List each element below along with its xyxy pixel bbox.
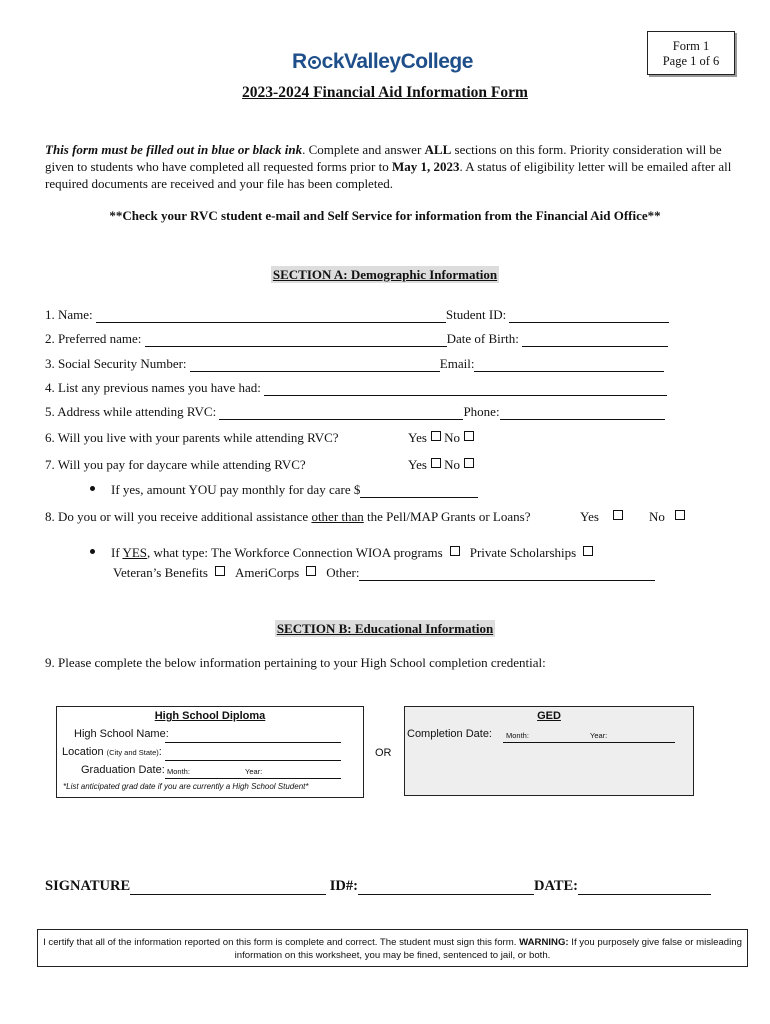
section-b-heading: SECTION B: Educational Information bbox=[276, 621, 494, 636]
q6-yes-checkbox[interactable] bbox=[431, 431, 441, 441]
q2-row: 2. Preferred name: Date of Birth: bbox=[45, 331, 668, 347]
warning-label: WARNING: bbox=[519, 937, 569, 948]
hs-name-row: High School Name: bbox=[74, 728, 169, 740]
q8-no-checkbox[interactable] bbox=[675, 510, 685, 520]
q8-type-row-2: Veteran’s Benefits AmeriCorps Other: bbox=[113, 565, 655, 581]
previous-names-field[interactable] bbox=[264, 381, 667, 396]
page-number: Page 1 of 6 bbox=[662, 54, 720, 68]
q4-row: 4. List any previous names you have had: bbox=[45, 380, 667, 396]
q5-row: 5. Address while attending RVC: Phone: bbox=[45, 404, 665, 420]
americorps-checkbox[interactable] bbox=[306, 566, 316, 576]
q7-no-checkbox[interactable] bbox=[464, 458, 474, 468]
q8-row: 8. Do you or will you receive additional assistance other than the Pell/MAP Grants or Loans? bbox=[45, 509, 531, 524]
ink-instruction: This form must be filled out in blue or black ink bbox=[45, 142, 303, 157]
q7-daycare-amount-row: If yes, amount YOU pay monthly for day care $ bbox=[90, 482, 478, 498]
student-id-field[interactable] bbox=[509, 308, 669, 323]
logo-text-rest: ckValleyCollege bbox=[321, 50, 473, 73]
form-page-box bbox=[647, 31, 735, 75]
section-a-heading: SECTION A: Demographic Information bbox=[272, 267, 498, 282]
address-field[interactable] bbox=[219, 405, 463, 420]
name-field[interactable] bbox=[96, 308, 446, 323]
q7-options: Yes No bbox=[408, 457, 474, 473]
intro-paragraph: This form must be filled out in blue or black ink. Complete and answer ALL sections on this form. Priority consideration will be given to students who have completed all requested forms prior to May 1, 2023. A status of eligibility letter will be emailed after all required documents are received and your file has been completed. bbox=[45, 142, 732, 191]
q9-text: 9. Please complete the below information pertaining to your High School completion credential: bbox=[45, 655, 546, 670]
hs-grad-row: Graduation Date: bbox=[81, 764, 165, 776]
ged-year-label: Year: bbox=[590, 731, 608, 740]
bullet-icon bbox=[90, 549, 95, 554]
ged-box bbox=[404, 706, 694, 796]
q8-yes-option: Yes bbox=[580, 509, 623, 525]
hs-location-field[interactable] bbox=[165, 746, 341, 761]
dob-field[interactable] bbox=[522, 332, 668, 347]
certification-box: I certify that all of the information reported on this form is complete and correct. The student must sign this form. WARNING: If you purposely give false or misleading information on this worksheet, you may be fined, sentenced to jail, or both. bbox=[37, 929, 748, 967]
private-scholarships-checkbox[interactable] bbox=[583, 546, 593, 556]
hs-month-label: Month: bbox=[167, 767, 190, 776]
page-title: 2023-2024 Financial Aid Information Form bbox=[242, 84, 528, 101]
hs-year-label: Year: bbox=[245, 767, 263, 776]
q7-row: 7. Will you pay for daycare while attending RVC? bbox=[45, 457, 306, 472]
ged-month-label: Month: bbox=[506, 731, 529, 740]
phone-field[interactable] bbox=[500, 405, 665, 420]
q7-yes-checkbox[interactable] bbox=[431, 458, 441, 468]
email-field[interactable] bbox=[474, 357, 664, 372]
signature-row: SIGNATURE ID#: DATE: bbox=[45, 878, 711, 895]
college-logo bbox=[292, 50, 473, 74]
high-school-diploma-box bbox=[56, 706, 364, 798]
ssn-field[interactable] bbox=[190, 357, 440, 372]
other-assistance-field[interactable] bbox=[359, 566, 655, 581]
daycare-amount-field[interactable] bbox=[360, 483, 478, 498]
priority-date: May 1, 2023 bbox=[391, 159, 460, 174]
check-email-notice: **Check your RVC student e-mail and Self Service for information from the Financial Aid Office** bbox=[109, 208, 661, 223]
or-label: OR bbox=[375, 747, 392, 759]
logo-text-r: R bbox=[292, 50, 307, 73]
hs-title: High School Diploma bbox=[154, 710, 266, 722]
bullet-icon bbox=[90, 486, 95, 491]
preferred-name-field[interactable] bbox=[145, 332, 447, 347]
signature-date-field[interactable] bbox=[578, 878, 711, 895]
wioa-checkbox[interactable] bbox=[450, 546, 460, 556]
ged-completion-row: Completion Date: bbox=[407, 728, 492, 740]
form-number: Form 1 bbox=[672, 39, 710, 53]
q6-no-checkbox[interactable] bbox=[464, 431, 474, 441]
q8-no-option: No bbox=[649, 509, 685, 525]
ged-title: GED bbox=[537, 710, 561, 722]
q8-type-row: If YES, what type: The Workforce Connection WIOA programs Private Scholarships bbox=[90, 545, 593, 561]
logo-o-icon bbox=[308, 56, 321, 69]
signature-id-field[interactable] bbox=[358, 878, 534, 895]
q6-options: Yes No bbox=[408, 430, 474, 446]
hs-name-field[interactable] bbox=[165, 728, 341, 743]
signature-field[interactable] bbox=[130, 878, 326, 895]
q6-row: 6. Will you live with your parents while attending RVC? bbox=[45, 430, 339, 445]
hs-note: *List anticipated grad date if you are currently a High School Student* bbox=[63, 782, 309, 791]
q8-yes-checkbox[interactable] bbox=[613, 510, 623, 520]
q3-row: 3. Social Security Number: Email: bbox=[45, 356, 664, 372]
q1-row: 1. Name: Student ID: bbox=[45, 307, 669, 323]
veterans-benefits-checkbox[interactable] bbox=[215, 566, 225, 576]
hs-location-row: Location (City and State): bbox=[62, 746, 162, 758]
